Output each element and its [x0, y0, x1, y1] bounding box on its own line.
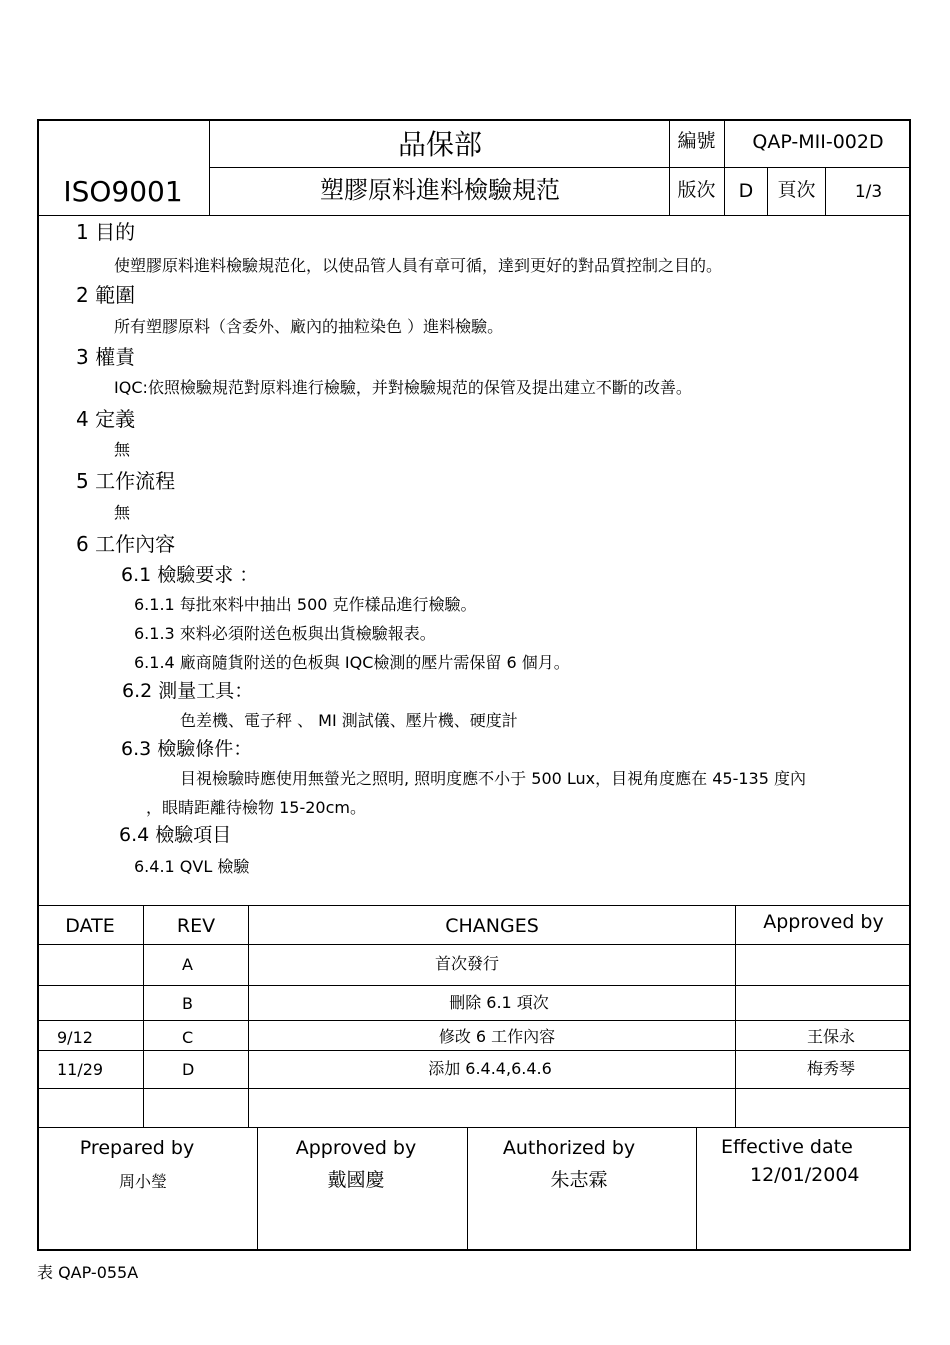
revision-header-date: DATE [65, 915, 115, 937]
revision-row-line [37, 1020, 911, 1021]
subsection-text: 色差機、電子秤 、 MI 測試儀、壓片機、硬度計 [180, 711, 518, 730]
department-title: 品保部 [397, 128, 482, 161]
subsection-heading: 6.4 檢驗項目 [119, 824, 232, 846]
revision-approver: 梅秀琴 [806, 1059, 855, 1078]
signoff-col-divider [696, 1128, 697, 1251]
revision-change: 首次發行 [434, 954, 499, 973]
revision-rev: A [182, 955, 193, 974]
section-heading: 1 目的 [76, 220, 136, 244]
section-text: 使塑膠原料進料檢驗規范化，以使品管人員有章可循，達到更好的對品質控制之目的。 [114, 256, 723, 275]
section-heading: 2 範圍 [76, 283, 136, 307]
revision-header-approved: Approved by [763, 911, 884, 933]
subsection-text: ，眼睛距離待檢物 15-20cm。 [146, 798, 366, 817]
revision-col-divider [248, 905, 249, 1127]
revision-change: 修改 6 工作內容 [438, 1027, 556, 1046]
revision-rev: B [182, 994, 193, 1013]
revision-change: 刪除 6.1 項次 [449, 993, 549, 1012]
revision-header-rev: REV [176, 915, 216, 937]
section-heading: 5 工作流程 [76, 469, 176, 493]
section-heading: 4 定義 [76, 407, 136, 431]
approved-by-label: Approved by [295, 1137, 417, 1159]
revision-approver: 王保永 [806, 1027, 855, 1046]
revision-col-divider [735, 905, 736, 1127]
subsection-item: 6.1.4 廠商隨貨附送的色板與 IQC檢測的壓片需保留 6 個月。 [134, 653, 570, 672]
section-text: 無 [114, 503, 131, 522]
subsection-heading: 6.3 檢驗條件： [121, 738, 253, 760]
revision-table-bottom [37, 1127, 911, 1128]
revision-row-line [37, 944, 911, 945]
revision-date: 11/29 [57, 1060, 104, 1079]
approved-by-name: 戴國慶 [327, 1169, 385, 1191]
section-heading: 6 工作內容 [76, 532, 176, 556]
revision-header-changes: CHANGES [445, 915, 539, 937]
doc-no-value: QAP-MII-002D [752, 131, 884, 153]
document-title: 塑膠原料進料檢驗規范 [320, 176, 560, 204]
version-value: D [738, 180, 754, 202]
header-divider [210, 167, 911, 168]
revision-change: 添加 6.4.4,6.4.6 [428, 1059, 552, 1078]
revision-row-line [37, 985, 911, 986]
section-text: 所有塑膠原料（含委外、廠內的抽粒染色 ）進料檢驗。 [114, 317, 504, 336]
section-text: IQC:依照檢驗規范對原料進行檢驗，并對檢驗規范的保管及提出建立不斷的改善。 [114, 378, 692, 397]
subsection-item: 6.1.1 每批來料中抽出 500 克作樣品進行檢驗。 [134, 595, 477, 614]
page-number: 1/3 [854, 182, 883, 202]
revision-table-top [37, 905, 911, 906]
standard-label: ISO9001 [63, 175, 183, 208]
page-label: 頁次 [777, 179, 816, 201]
prepared-by-name: 周小瑩 [118, 1172, 167, 1191]
revision-col-divider [143, 905, 144, 1127]
section-text: 無 [114, 440, 131, 459]
effective-date-value: 12/01/2004 [750, 1164, 860, 1186]
form-number: 表 QAP-055A [37, 1263, 139, 1282]
subsection-heading: 6.2 測量工具： [122, 680, 254, 702]
prepared-by-label: Prepared by [79, 1137, 195, 1159]
subsection-item: 6.1.3 來料必須附送色板與出貨檢驗報表。 [134, 624, 436, 643]
subsection-item: 6.4.1 QVL 檢驗 [134, 857, 250, 876]
revision-row-line [37, 1088, 911, 1089]
revision-row-line [37, 1050, 911, 1051]
authorized-by-label: Authorized by [502, 1137, 636, 1159]
version-label: 版次 [677, 179, 716, 201]
authorized-by-name: 朱志霖 [550, 1169, 608, 1191]
revision-rev: C [182, 1028, 194, 1047]
revision-rev: D [182, 1060, 195, 1079]
header-bottom-border [37, 215, 911, 216]
doc-no-label: 編號 [677, 130, 716, 152]
effective-date-label: Effective date [721, 1136, 853, 1158]
subsection-text: 目視檢驗時應使用無螢光之照明, 照明度應不小于 500 Lux，目視角度應在 45-135 度內 [180, 769, 806, 788]
section-heading: 3 權責 [76, 345, 136, 369]
subsection-heading: 6.1 檢驗要求 ： [121, 564, 259, 586]
revision-date: 9/12 [57, 1028, 93, 1047]
